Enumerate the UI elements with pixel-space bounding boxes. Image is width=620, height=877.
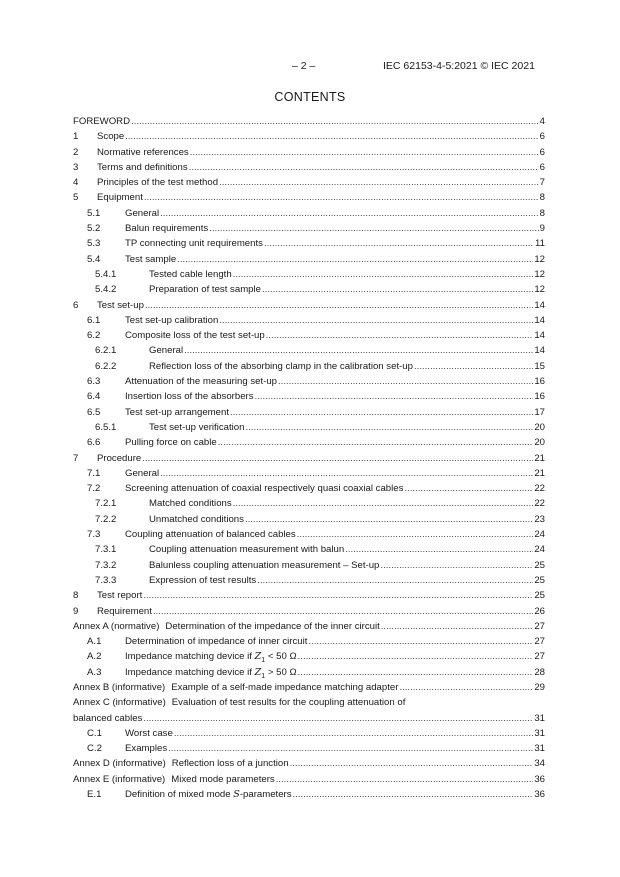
toc-entry-page: 21 (534, 452, 545, 464)
toc-entry-number: A.3 (87, 666, 102, 678)
toc-entry-number: 8 (73, 590, 79, 602)
toc-entry[interactable] (73, 665, 545, 680)
toc-entry-number: Annex D (informative) (73, 758, 166, 770)
toc-entry-page: 28 (534, 666, 545, 678)
toc-entry-number: 7.3 (87, 529, 101, 541)
toc-entry-title: Equipment (97, 192, 143, 204)
toc-entry-title: Expression of test results (149, 574, 257, 586)
toc-entry-page: 25 (534, 559, 545, 571)
toc-leader-dots (174, 726, 534, 741)
toc-entry[interactable] (73, 741, 545, 756)
toc-entry-number: 5.3 (87, 238, 101, 250)
toc-leader-dots (177, 252, 533, 267)
toc-leader-dots (345, 542, 533, 557)
toc-entry-page: 24 (534, 544, 545, 556)
toc-leader-dots (168, 741, 533, 756)
toc-entry-number: 6.2 (87, 330, 101, 342)
toc-entry[interactable] (73, 466, 545, 481)
toc-entry[interactable] (73, 604, 545, 619)
toc-entry-title: General (125, 207, 160, 219)
toc-entry-title: Preparation of test sample (149, 284, 261, 296)
toc-entry-page: 16 (534, 376, 545, 388)
toc-entry-title: Matched conditions (149, 498, 232, 510)
toc-leader-dots (276, 772, 534, 787)
toc-entry-title: Worst case (125, 727, 173, 739)
toc-leader-dots (219, 313, 533, 328)
toc-entry-title-continued: balanced cables (73, 712, 143, 724)
toc-entry-title: Balunless coupling attenuation measurement – Set-up (149, 559, 380, 571)
toc-leader-dots (233, 496, 534, 511)
toc-entry-number: C.1 (87, 727, 102, 739)
toc-leader-dots (266, 328, 534, 343)
toc-entry-number: E.1 (87, 789, 102, 801)
toc-entry-title: Example of a self-made impedance matching adapter (171, 681, 399, 693)
toc-entry[interactable] (73, 252, 545, 267)
toc-entry[interactable] (73, 634, 545, 649)
toc-entry-title: Test report (97, 590, 143, 602)
toc-entry-title: Coupling attenuation measurement with balun (149, 544, 345, 556)
toc-entry-page: 36 (534, 773, 545, 785)
toc-entry-page: 11 (535, 238, 545, 250)
toc-leader-dots (308, 634, 533, 649)
toc-entry-title: Mixed mode parameters (171, 773, 275, 785)
toc-entry[interactable] (73, 558, 545, 573)
toc-entry[interactable] (73, 313, 545, 328)
toc-entry-title: Impedance matching device if $Z_1 > 50$ Ω (125, 666, 297, 680)
toc-leader-dots (297, 527, 534, 542)
toc-entry-title: Reflection loss of a junction (171, 758, 289, 770)
toc-entry-title: Tested cable length (149, 268, 232, 280)
toc-entry-title: Attenuation of the measuring set-up (125, 376, 277, 388)
toc-entry-page: 31 (534, 743, 545, 755)
toc-leader-dots (143, 588, 533, 603)
toc-leader-dots (290, 756, 534, 771)
toc-entry-page: 4 (539, 116, 545, 127)
toc-entry[interactable] (73, 374, 545, 389)
page-number: – 2 – (292, 60, 316, 72)
toc-entry[interactable] (73, 588, 545, 603)
toc-leader-dots (233, 267, 534, 282)
toc-entry-page: 12 (534, 253, 545, 265)
toc-entry-page: 27 (534, 651, 545, 663)
toc-entry-number: A.2 (87, 651, 102, 663)
toc-entry-title: Definition of mixed mode S-parameters (125, 789, 292, 801)
toc-entry-number: 5.4 (87, 253, 101, 265)
toc-entry[interactable] (73, 695, 545, 726)
table-of-contents (73, 114, 545, 802)
toc-entry-title: TP connecting unit requirements (125, 238, 263, 250)
toc-entry[interactable] (73, 726, 545, 741)
toc-entry[interactable] (73, 680, 545, 695)
toc-leader-dots (230, 405, 533, 420)
toc-leader-dots (125, 129, 538, 144)
toc-leader-dots (381, 619, 534, 634)
toc-leader-dots (245, 512, 533, 527)
toc-leader-dots (142, 451, 533, 466)
toc-entry[interactable] (73, 160, 545, 175)
toc-entry-number: A.1 (87, 636, 102, 648)
toc-leader-dots (404, 481, 533, 496)
toc-leader-dots (189, 160, 539, 175)
toc-entry-title: Determination of impedance of inner circuit (125, 636, 308, 648)
toc-entry-page: 34 (534, 758, 545, 770)
toc-leader-dots (160, 206, 539, 221)
toc-entry-page: 31 (534, 727, 545, 739)
toc-entry-page: 21 (534, 467, 545, 479)
toc-entry-number: 7.2 (87, 483, 101, 495)
toc-entry-title: FOREWORD (73, 116, 131, 127)
toc-entry-title: Scope (97, 131, 125, 143)
toc-entry-page: 23 (534, 513, 545, 525)
toc-entry-page: 25 (534, 590, 545, 602)
toc-entry-title: Composite loss of the test set-up (125, 330, 265, 342)
toc-entry-title: Unmatched conditions (149, 513, 244, 525)
toc-entry-number: Annex C (informative) (73, 697, 166, 709)
toc-entry[interactable] (73, 298, 545, 313)
toc-entry-page: 22 (534, 498, 545, 510)
toc-entry-title: Reflection loss of the absorbing clamp in the calibration set-up (149, 360, 413, 372)
toc-entry-page: 20 (534, 421, 545, 433)
toc-entry-page: 16 (534, 391, 545, 403)
toc-entry-page: 6 (539, 146, 545, 158)
toc-entry-number: 2 (73, 146, 79, 158)
toc-entry[interactable] (73, 435, 545, 450)
toc-entry-title: Evaluation of test results for the coupling attenuation of (171, 697, 406, 709)
toc-entry[interactable] (73, 282, 545, 297)
toc-leader-dots (293, 787, 534, 802)
toc-entry-number: 7 (73, 452, 79, 464)
toc-leader-dots (380, 558, 533, 573)
toc-entry[interactable] (73, 359, 545, 374)
toc-entry[interactable] (73, 496, 545, 511)
toc-leader-dots (190, 145, 539, 160)
toc-leader-dots (278, 374, 533, 389)
toc-leader-dots (144, 190, 539, 205)
toc-entry[interactable] (73, 190, 545, 205)
toc-entry-page: 7 (539, 177, 545, 189)
toc-entry-number: 7.2.2 (95, 513, 117, 525)
toc-entry[interactable] (73, 236, 545, 251)
toc-entry-number: 6.4 (87, 391, 101, 403)
toc-entry-number: 5.4.1 (95, 268, 117, 280)
toc-entry-page: 31 (534, 712, 545, 724)
toc-entry-number: 6 (73, 299, 79, 311)
toc-leader-dots (160, 466, 533, 481)
toc-entry-page: 6 (539, 131, 545, 143)
toc-entry-title: Terms and definitions (97, 161, 188, 173)
toc-entry-page: 6 (539, 161, 545, 173)
toc-entry-number: 5.1 (87, 207, 101, 219)
toc-entry-number: Annex E (informative) (73, 773, 166, 785)
toc-entry[interactable] (73, 389, 545, 404)
toc-leader-dots (153, 604, 533, 619)
toc-entry-number: 6.5 (87, 406, 101, 418)
toc-entry-number: 6.2.2 (95, 360, 117, 372)
toc-entry-page: 20 (534, 437, 545, 449)
toc-entry-title: Insertion loss of the absorbers (125, 391, 254, 403)
toc-entry-title: Test sample (125, 253, 177, 265)
toc-entry[interactable] (73, 451, 545, 466)
toc-entry-page: 27 (534, 636, 545, 648)
toc-entry-title: Determination of the impedance of the inner circuit (165, 620, 380, 632)
page-title: CONTENTS (274, 90, 346, 104)
toc-entry[interactable] (73, 527, 545, 542)
toc-leader-dots (219, 175, 539, 190)
toc-entry-title: General (149, 345, 184, 357)
toc-leader-dots (145, 298, 533, 313)
toc-entry-title: Screening attenuation of coaxial respectively quasi coaxial cables (125, 483, 404, 495)
toc-entry[interactable] (73, 328, 545, 343)
toc-entry[interactable] (73, 512, 545, 527)
toc-entry-title: Test set-up (97, 299, 144, 311)
toc-leader-dots (131, 114, 539, 129)
toc-entry-number: 6.5.1 (95, 421, 117, 433)
toc-entry-number: 6.6 (87, 437, 101, 449)
toc-leader-dots (255, 389, 534, 404)
toc-entry[interactable] (73, 573, 545, 588)
toc-entry[interactable] (73, 343, 545, 358)
toc-entry[interactable] (73, 405, 545, 420)
toc-entry[interactable] (73, 267, 545, 282)
toc-entry-page: 12 (534, 268, 545, 280)
toc-entry[interactable] (73, 756, 545, 771)
toc-entry-number: 5.2 (87, 223, 101, 235)
toc-entry-page: 14 (534, 314, 545, 326)
toc-leader-dots (257, 573, 533, 588)
toc-entry-title: Coupling attenuation of balanced cables (125, 529, 296, 541)
toc-entry-title: Test set-up verification (149, 421, 245, 433)
toc-entry-page: 36 (534, 789, 545, 801)
toc-entry-number: 7.3.1 (95, 544, 117, 556)
toc-entry-number: 7.3.3 (95, 574, 117, 586)
toc-entry-number: C.2 (87, 743, 102, 755)
toc-entry-number: 1 (73, 131, 79, 143)
toc-entry-number: 4 (73, 177, 79, 189)
toc-entry-number: 7.3.2 (95, 559, 117, 571)
toc-entry-page: 26 (534, 605, 545, 617)
toc-entry[interactable] (73, 206, 545, 221)
toc-leader-dots (218, 435, 534, 450)
toc-entry-number: 5.4.2 (95, 284, 117, 296)
toc-entry-number: 5 (73, 192, 79, 204)
toc-entry[interactable] (73, 619, 545, 634)
toc-entry[interactable] (73, 114, 545, 129)
toc-entry-number: 9 (73, 605, 79, 617)
toc-entry-page: 9 (539, 223, 545, 235)
toc-entry-number: Annex B (informative) (73, 681, 166, 693)
toc-entry-number: 6.3 (87, 376, 101, 388)
toc-entry-page: 14 (534, 330, 545, 342)
toc-entry[interactable] (73, 772, 545, 787)
toc-entry[interactable] (73, 649, 545, 664)
toc-leader-dots (399, 680, 533, 695)
toc-entry-page: 27 (534, 620, 545, 632)
toc-entry-page: 12 (534, 284, 545, 296)
toc-leader-dots (209, 221, 538, 236)
toc-leader-dots (143, 711, 533, 726)
toc-entry-title: Impedance matching device if $Z_1 < 50$ Ω (125, 651, 297, 665)
toc-entry[interactable] (73, 145, 545, 160)
toc-entry-page: 8 (539, 207, 545, 219)
toc-entry-title: Test set-up calibration (125, 314, 219, 326)
toc-entry-page: 14 (534, 299, 545, 311)
toc-entry-title: Requirement (97, 605, 152, 617)
toc-entry-title: Principles of the test method (97, 177, 219, 189)
toc-leader-dots (262, 282, 533, 297)
toc-entry-page: 24 (534, 529, 545, 541)
toc-entry-title: Examples (125, 743, 168, 755)
toc-entry-title: Pulling force on cable (125, 437, 217, 449)
toc-entry[interactable] (73, 221, 545, 236)
toc-entry[interactable] (73, 129, 545, 144)
toc-entry-title: Test set-up arrangement (125, 406, 229, 418)
toc-entry[interactable] (73, 481, 545, 496)
toc-entry-page: 25 (534, 574, 545, 586)
toc-entry-title: Procedure (97, 452, 142, 464)
toc-leader-dots (298, 649, 534, 664)
toc-entry-page: 15 (534, 360, 545, 372)
toc-leader-dots (245, 420, 533, 435)
toc-entry-title: General (125, 467, 160, 479)
toc-entry[interactable] (73, 787, 545, 802)
toc-entry[interactable] (73, 420, 545, 435)
toc-entry-page: 8 (539, 192, 545, 204)
toc-entry-page: 17 (534, 406, 545, 418)
toc-entry-title: Normative references (97, 146, 189, 158)
toc-entry-title: Balun requirements (125, 223, 209, 235)
standard-reference: IEC 62153-4-5:2021 © IEC 2021 (383, 60, 535, 72)
toc-leader-dots (298, 665, 534, 680)
toc-entry-number: 7.1 (87, 467, 101, 479)
toc-entry-page: 29 (534, 681, 545, 693)
toc-entry-number: 6.2.1 (95, 345, 117, 357)
toc-entry[interactable] (73, 175, 545, 190)
toc-entry-number: Annex A (normative) (73, 620, 160, 632)
toc-leader-dots (264, 236, 534, 251)
toc-leader-dots (184, 343, 533, 358)
toc-entry-number: 3 (73, 161, 79, 173)
toc-leader-dots (414, 359, 533, 374)
toc-entry-page: 14 (534, 345, 545, 357)
toc-entry-number: 7.2.1 (95, 498, 117, 510)
toc-entry-page: 22 (534, 483, 545, 495)
toc-entry[interactable] (73, 542, 545, 557)
toc-entry-number: 6.1 (87, 314, 101, 326)
